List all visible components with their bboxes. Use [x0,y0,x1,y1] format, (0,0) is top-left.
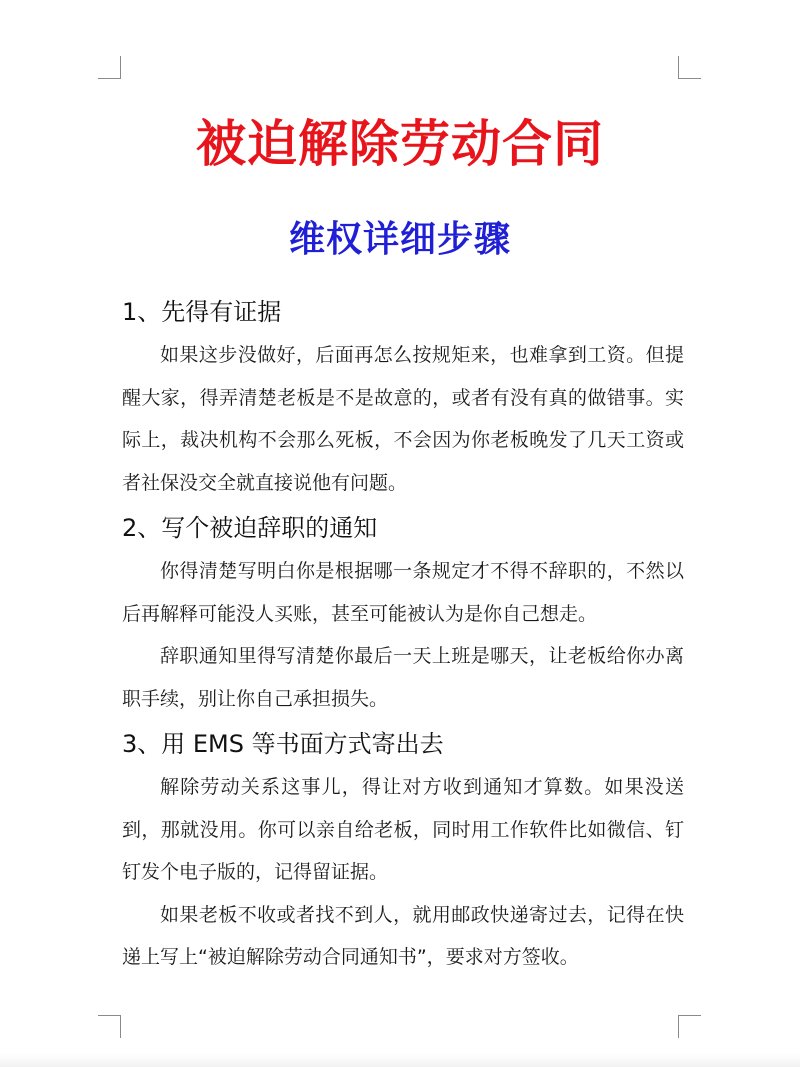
section-resignation-notice [122,508,684,720]
paragraph: 如果这步没做好，后面再怎么按规矩来，也难拿到工资。但提醒大家，得弄清楚老板是不是故意的，或者有没有真的做错事。实际上，裁决机构不会那么死板，不会因为你老板晚发了几天工资或者社保没交全就直接说他有问题。 [122,344,684,494]
section-heading: 1、先得有证据 [122,298,282,326]
paragraph: 你得清楚写明白你是根据哪一条规定才不得不辞职的，不然以后再解释可能没人买账，甚至可能被认为是你自己想走。 [122,560,684,625]
crop-mark-bottom-right [678,1015,701,1038]
document-subtitle: 维权详细步骤 [288,219,511,260]
document-title: 被迫解除劳动合同 [196,115,604,173]
document-body [122,292,684,979]
section-send-by-ems [122,724,684,979]
paragraph: 如果老板不收或者找不到人，就用邮政快递寄过去，记得在快递上写上“被迫解除劳动合同通知书”，要求对方签收。 [122,903,684,968]
crop-mark-top-left [98,56,121,79]
paragraph: 辞职通知里得写清楚你最后一天上班是哪天，让老板给你办离职手续，别让你自己承担损失。 [122,645,684,710]
section-heading: 3、用 EMS 等书面方式寄出去 [122,730,444,758]
section-heading: 2、写个被迫辞职的通知 [122,514,378,542]
crop-mark-bottom-left [98,1015,121,1038]
crop-mark-top-right [678,56,701,79]
paragraph: 解除劳动关系这事儿，得让对方收到通知才算数。如果没送到，那就没用。你可以亲自给老板，同时用工作软件比如微信、钉钉发个电子版的，记得留证据。 [122,776,684,883]
section-evidence [122,292,684,504]
page-bottom-edge [0,1053,800,1067]
